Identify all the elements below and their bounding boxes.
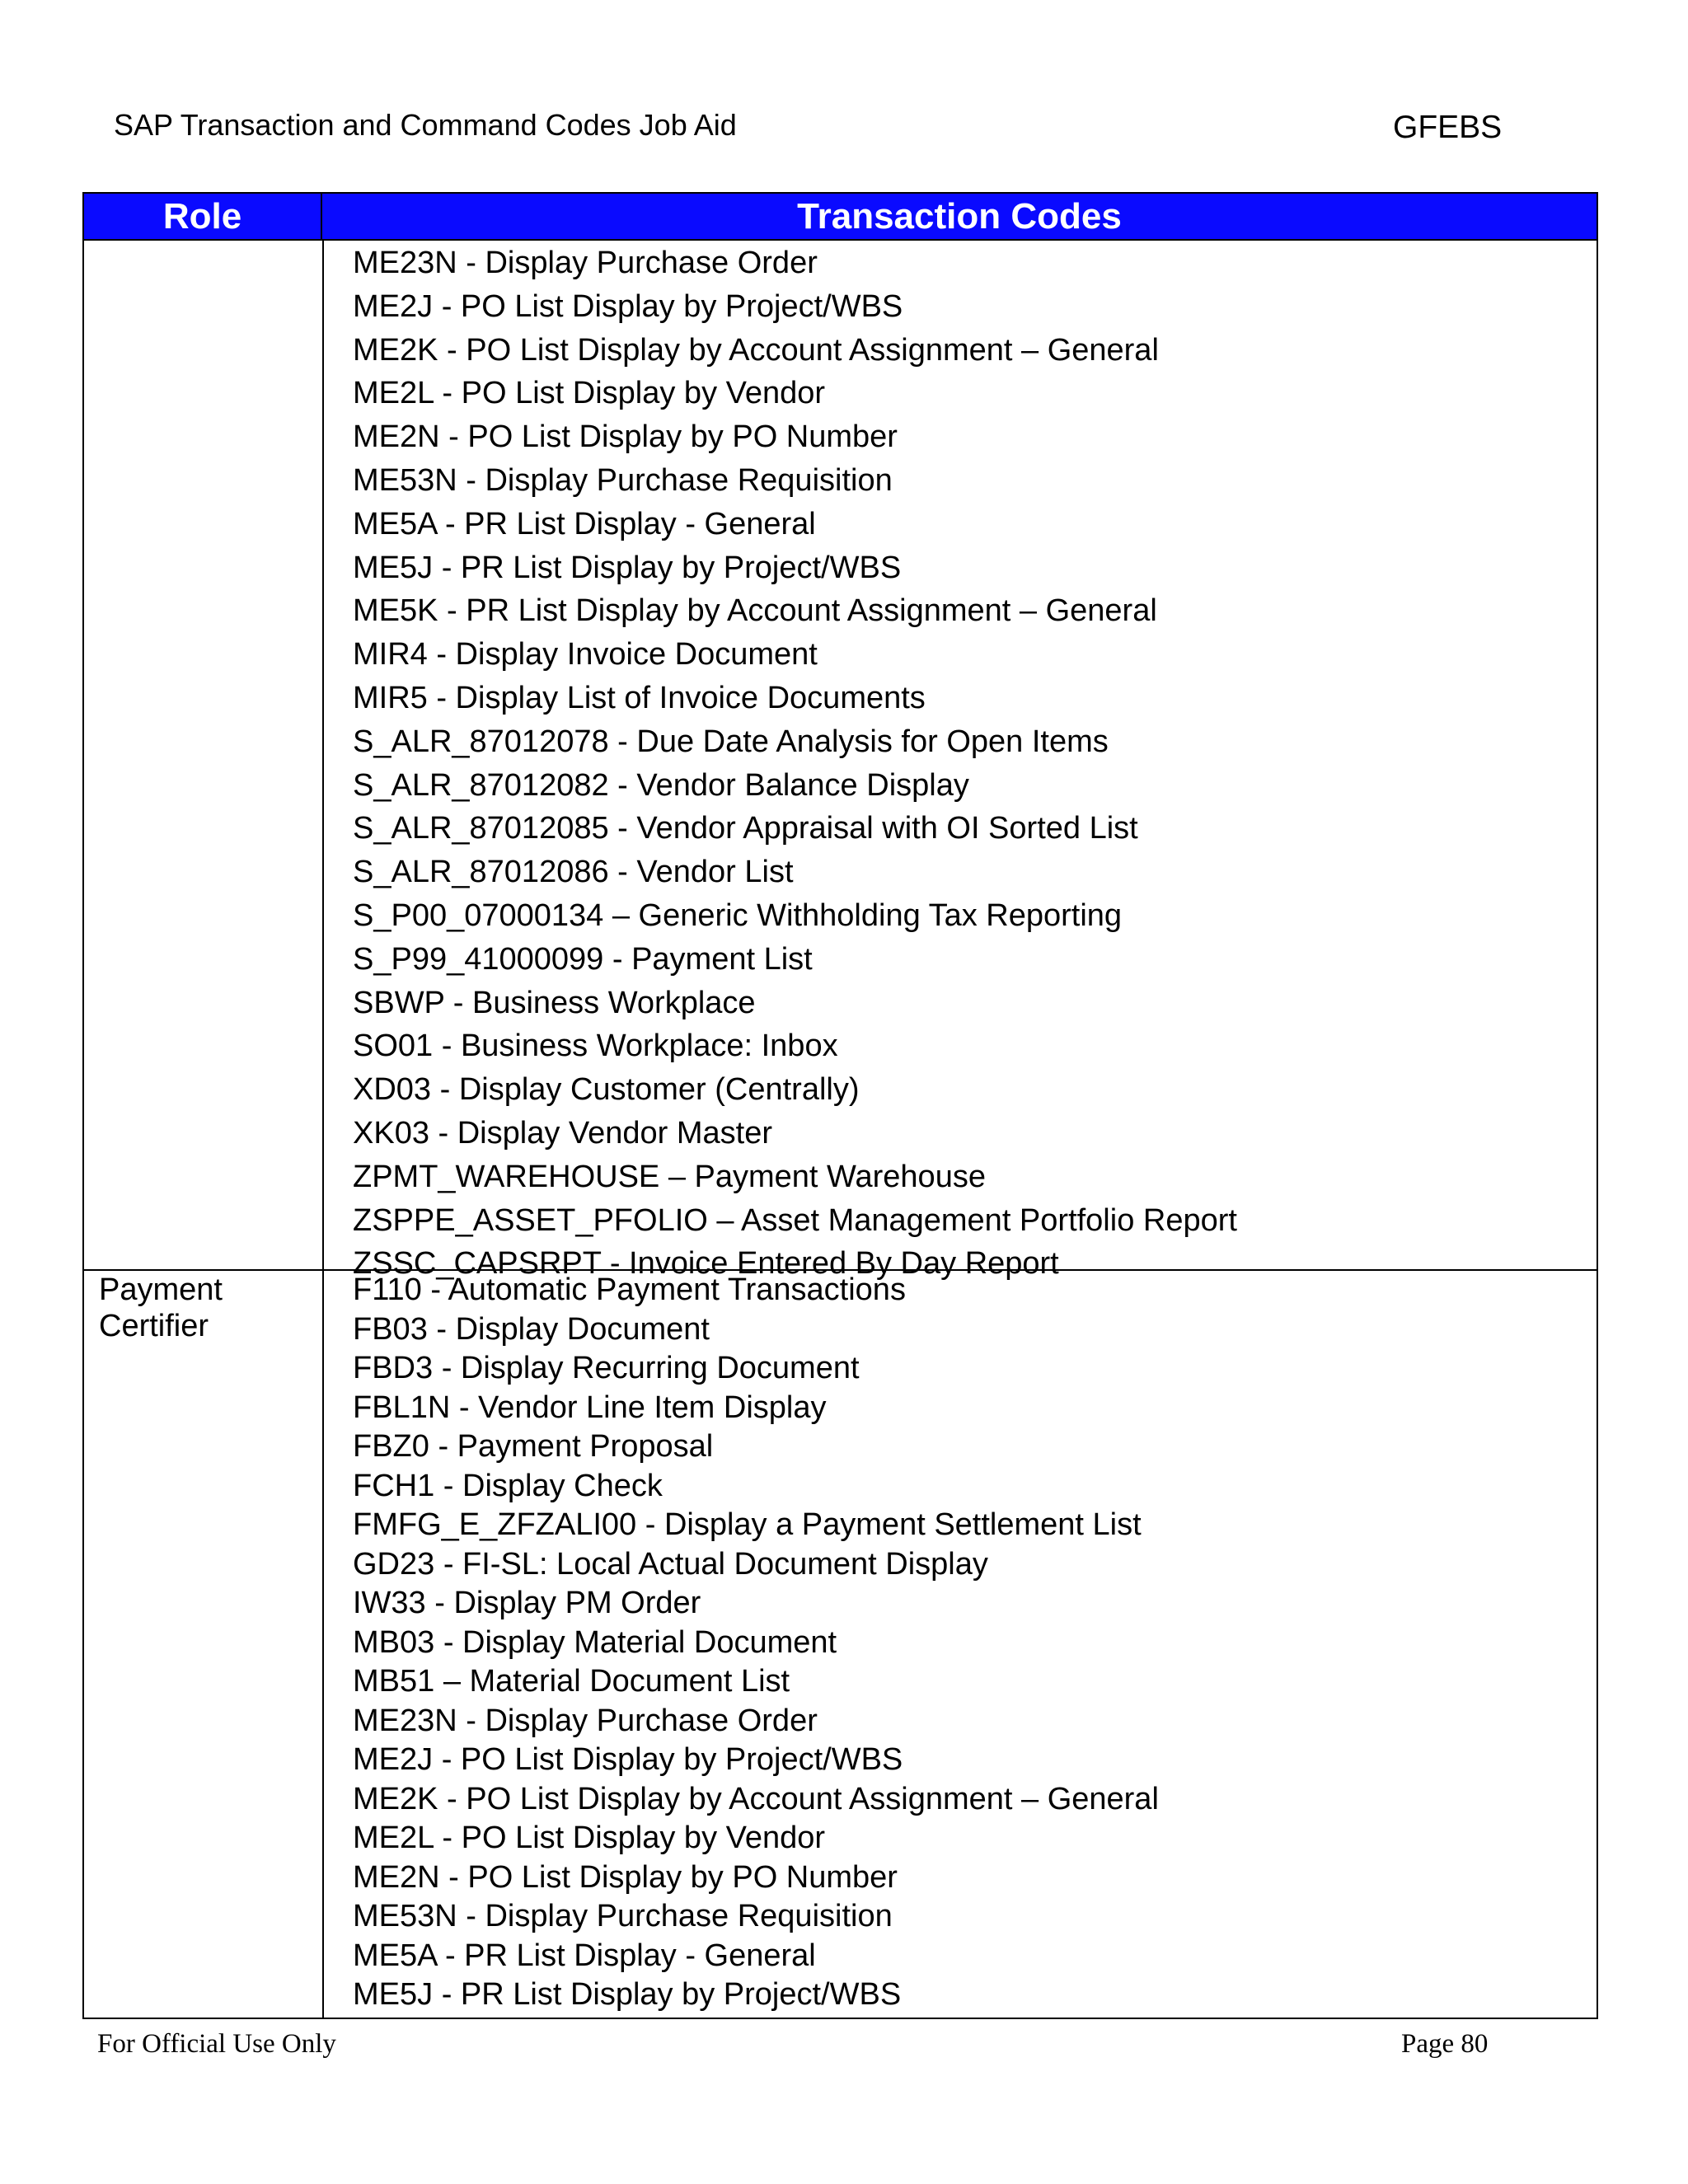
transaction-code-item: S_P99_41000099 - Payment List: [353, 941, 813, 977]
transaction-code-item: ME2L - PO List Display by Vendor: [353, 376, 826, 411]
organization-label: GFEBS: [1393, 110, 1503, 145]
transaction-code-item: S_P00_07000134 – Generic Withholding Tax Reporting: [353, 898, 1123, 933]
transaction-code-item: XK03 - Display Vendor Master: [353, 1115, 773, 1151]
transaction-code-item: MB51 – Material Document List: [353, 1664, 790, 1699]
transaction-code-item: ME5A - PR List Display - General: [353, 506, 816, 541]
transaction-code-item: ZSPPE_ASSET_PFOLIO – Asset Management Portfolio Report: [353, 1202, 1237, 1238]
transaction-code-item: XD03 - Display Customer (Centrally): [353, 1072, 860, 1108]
page-number: Page 80: [1401, 2029, 1489, 2059]
column-header-transaction-codes: Transaction Codes: [797, 196, 1122, 237]
transaction-code-item: GD23 - FI-SL: Local Actual Document Display: [353, 1546, 988, 1582]
transaction-code-item: ME2J - PO List Display by Project/WBS: [353, 288, 903, 324]
transaction-code-item: S_ALR_87012082 - Vendor Balance Display: [353, 767, 969, 803]
transaction-code-item: ME2J - PO List Display by Project/WBS: [353, 1742, 903, 1777]
transaction-code-item: ME5A - PR List Display - General: [353, 1938, 816, 1973]
transaction-code-item: ME53N - Display Purchase Requisition: [353, 1899, 893, 1933]
transaction-code-item: ME23N - Display Purchase Order: [353, 1703, 818, 1738]
transaction-code-item: ZSSC_CAPSRPT - Invoice Entered By Day Report: [353, 1246, 1059, 1282]
transaction-code-item: ME2N - PO List Display by PO Number: [353, 1859, 898, 1895]
transaction-code-item: FBD3 - Display Recurring Document: [353, 1351, 860, 1385]
transaction-code-item: IW33 - Display PM Order: [353, 1586, 701, 1620]
transaction-code-item: FMFG_E_ZFZALI00 - Display a Payment Settlement List: [353, 1507, 1142, 1542]
document-title: SAP Transaction and Command Codes Job Aid: [114, 108, 737, 142]
transaction-code-item: ME5J - PR List Display by Project/WBS: [353, 550, 902, 585]
transaction-code-item: ZPMT_WAREHOUSE – Payment Warehouse: [353, 1159, 986, 1194]
transaction-code-item: FCH1 - Display Check: [353, 1468, 663, 1503]
transaction-code-item: MIR4 - Display Invoice Document: [353, 637, 818, 673]
transaction-code-item: S_ALR_87012085 - Vendor Appraisal with OI Sorted List: [353, 811, 1138, 846]
transaction-code-item: ME23N - Display Purchase Order: [353, 246, 818, 280]
column-header-role: Role: [84, 194, 322, 239]
transaction-code-list: [353, 241, 1237, 1286]
transaction-code-item: SO01 - Business Workplace: Inbox: [353, 1029, 838, 1064]
transaction-code-item: ME5K - PR List Display by Account Assignment – General: [353, 593, 1157, 629]
transaction-code-list: [353, 1271, 1159, 2015]
transaction-code-item: ME2K - PO List Display by Account Assignment – General: [353, 332, 1159, 368]
table-header-row: [84, 194, 1597, 241]
transaction-code-item: ME2K - PO List Display by Account Assignment – General: [353, 1781, 1159, 1816]
transaction-code-item: S_ALR_87012086 - Vendor List: [353, 855, 794, 890]
column-divider: [322, 241, 324, 2018]
transaction-code-item: FB03 - Display Document: [353, 1311, 710, 1347]
transaction-code-item: MIR5 - Display List of Invoice Documents: [353, 680, 926, 715]
transaction-code-item: SBWP - Business Workplace: [353, 985, 756, 1020]
transaction-code-item: S_ALR_87012078 - Due Date Analysis for Open Items: [353, 724, 1109, 759]
transaction-code-item: FBL1N - Vendor Line Item Display: [353, 1390, 827, 1425]
role-cell-payment-certifier: Payment Certifier: [99, 1272, 223, 1343]
transaction-code-item: MB03 - Display Material Document: [353, 1624, 837, 1660]
transaction-code-item: F110 - Automatic Payment Transactions: [353, 1272, 906, 1307]
footer-classification: For Official Use Only: [97, 2029, 336, 2059]
transaction-code-item: ME2N - PO List Display by PO Number: [353, 419, 898, 455]
transaction-codes-table: [82, 192, 1598, 2019]
transaction-code-item: ME53N - Display Purchase Requisition: [353, 462, 893, 498]
transaction-code-item: FBZ0 - Payment Proposal: [353, 1429, 714, 1464]
transaction-code-item: ME2L - PO List Display by Vendor: [353, 1821, 826, 1855]
transaction-code-item: ME5J - PR List Display by Project/WBS: [353, 1977, 902, 2012]
